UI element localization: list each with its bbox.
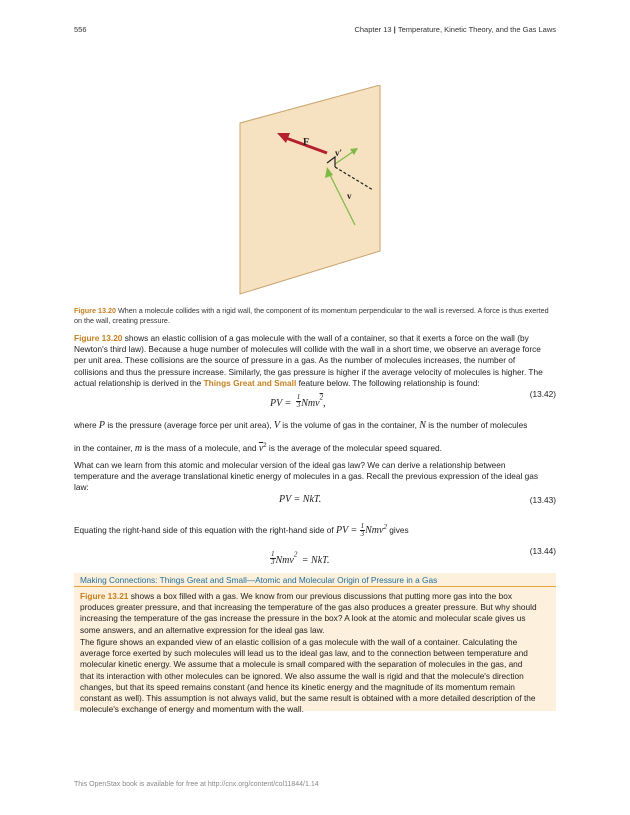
eq1-rhs: Nmv <box>301 398 320 409</box>
symbol-m: m <box>134 442 143 454</box>
para1-tail: feature below. The following relationship is found: <box>296 377 480 388</box>
chapter-title: Temperature, Kinetic Theory, and the Gas Laws <box>397 25 556 34</box>
caption-text: When a molecule collides with a rigid wall, the component of its momentum perpendicular to the wall is reversed. A force is thus exerted on the wall, creating pressure. <box>74 306 549 325</box>
feature-box-title: Making Connections: Things Great and Small—Atomic and Molecular Origin of Pressure in a Gas <box>80 575 438 585</box>
label-F: F <box>303 137 310 148</box>
equation-13-44: $\frac{1}{3}$ Nmv$^2$ = NkT. <box>271 550 330 567</box>
figure-ref-13-21[interactable]: Figure 13.21 <box>80 591 129 601</box>
feature-box-rule <box>74 586 556 587</box>
para1-line: Newton's third law). Because a huge number of molecules will collide with the wall in a short time, we observe an average force <box>74 344 541 355</box>
symbol-P: P <box>98 420 106 431</box>
equation-13-42: PV = $\frac{1}{3}$ Nmv$^2$, <box>270 393 326 410</box>
paragraph-2: What can we learn from this atomic and molecular version of the ideal gas law? We can derive a relationship between temperature and the average translational kinetic energy of molecules in a gas. Recall the previous expression of the ideal gas law: <box>74 460 538 493</box>
figure-wall-collision <box>230 85 400 300</box>
eq1-lhs: PV = <box>270 398 292 409</box>
chapter-prefix: Chapter 13 <box>354 25 392 34</box>
para1-line: actual relationship is derived in the <box>74 377 204 388</box>
symbol-N: N <box>419 420 426 431</box>
page-number: 556 <box>74 25 87 34</box>
where-line-2: in the container, m is the mass of a molecule, and $\overline{v}^2$ is the average of the molecular speed squared. <box>74 442 442 454</box>
paragraph-1 <box>74 333 556 389</box>
symbol-v-squared: $\overline{v}$ <box>258 442 264 454</box>
where-line-1: where P is the pressure (average force per unit area), V is the volume of gas in the container, N is the number of molecules <box>74 420 528 431</box>
caption-label: Figure 13.20 <box>74 306 116 315</box>
running-header: Chapter 13 | Temperature, Kinetic Theory, and the Gas Laws <box>354 25 556 34</box>
feature-box-paragraph-1: Figure 13.21 shows a box filled with a gas. We know from our previous discussions that putting more gas into the box produces greater pressure, and that increasing the temperature of the gas also produces a greater pressure. But why should increasing the temperature of the gas increase the pressure in the box? A look at the atomic and molecular scale gives us some answers, and an alternative expression for the ideal gas law. <box>80 591 537 635</box>
rigid-wall <box>240 85 380 294</box>
label-v-prime: v′ <box>335 148 343 158</box>
paragraph-3: Equating the right-hand side of this equation with the right-hand side of PV = $\frac{1}{3}$ Nmv$^2$ gives <box>74 522 409 539</box>
figure-caption <box>74 306 556 326</box>
equation-number-13-43: (13.43) <box>529 495 556 505</box>
things-great-small-link[interactable]: Things Great and Small <box>203 377 297 388</box>
label-v: v <box>347 191 352 201</box>
equation-number-13-44: (13.44) <box>529 546 556 556</box>
para1-line: shows an elastic collision of a gas molecule with the wall of a container, so that it exerts a force on the wall (by <box>122 333 529 343</box>
para1-line: per unit area. These collisions are the source of pressure in a gas. As the number of molecules increases, the number of <box>74 355 516 366</box>
para1-line: collisions and thus the pressure increase. Similarly, the gas pressure is higher if the average velocity of molecules is higher. The <box>74 366 543 377</box>
equation-13-43: PV = NkT. <box>279 494 322 505</box>
feature-box-paragraph-2: The figure shows an expanded view of an elastic collision of a gas molecule with the wall of a container. Calculating the average force exerted by such molecules will lead us to the ideal gas law, and to the connection between temperature and molecular kinetic energy. We assume that a molecule is small compared with the separation of molecules in the gas, and that its interaction with other molecules can be ignored. We also assume the wall is rigid and that the molecule's direction changes, but that its speed remains constant (and hence its kinetic energy and the magnitude of its momentum remain constant as well). This assumption is not always valid, but the same result is obtained with a more detailed description of the molecule's exchange of energy and momentum with the wall. <box>80 637 536 715</box>
equation-number-13-42: (13.42) <box>529 389 556 399</box>
figure-ref-13-20[interactable]: Figure 13.20 <box>74 333 123 343</box>
eq1-fraction: $\frac{1}{3}$ <box>296 393 301 410</box>
symbol-V: V <box>273 420 280 431</box>
footer-availability: This OpenStax book is available for free at http://cnx.org/content/col11844/1.14 <box>74 781 319 788</box>
